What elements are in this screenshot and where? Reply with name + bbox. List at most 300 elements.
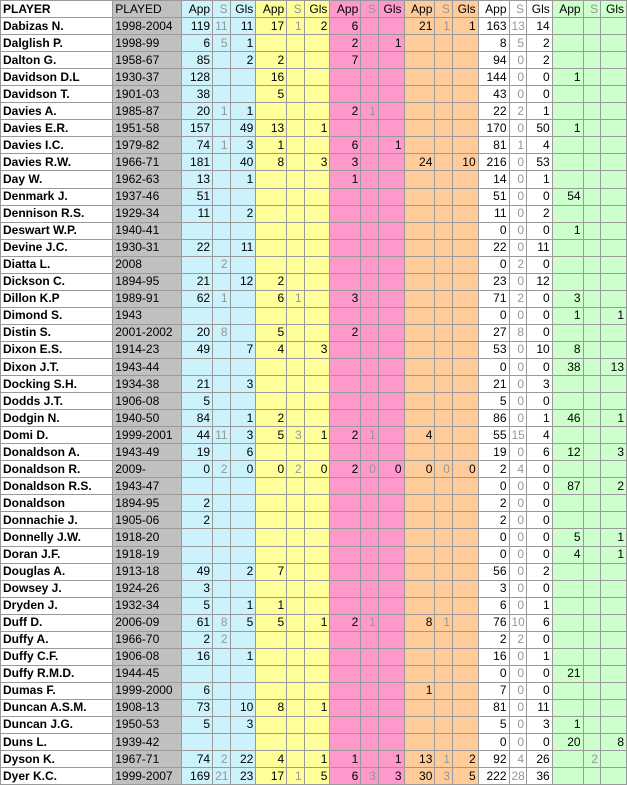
goals-cell [378, 546, 404, 563]
goals-cell [452, 529, 478, 546]
goals-cell [378, 410, 404, 427]
table-row [1, 665, 627, 682]
sub-cell [583, 393, 601, 410]
goals-cell [304, 171, 330, 188]
app-cell [552, 563, 583, 580]
goals-cell: 5 [452, 768, 478, 785]
goals-cell [601, 171, 627, 188]
app-cell [330, 512, 361, 529]
goals-cell [304, 597, 330, 614]
goals-cell: 1 [601, 410, 627, 427]
goals-cell [304, 478, 330, 495]
goals-cell: 1 [601, 529, 627, 546]
sub-cell [361, 273, 379, 290]
app-cell [404, 358, 435, 375]
sub-cell [287, 597, 305, 614]
sub-cell [435, 376, 453, 393]
sub-cell [213, 495, 231, 512]
app-cell: 51 [182, 188, 213, 205]
goals-cell [601, 716, 627, 733]
app-cell [330, 699, 361, 716]
sub-cell: 0 [509, 188, 527, 205]
sub-cell [583, 307, 601, 324]
sub-cell [583, 614, 601, 631]
goals-cell [230, 478, 256, 495]
app-cell: 3 [330, 154, 361, 171]
goals-cell [452, 324, 478, 341]
player-name-cell: Dabizas N. [1, 18, 113, 35]
table-row [1, 358, 627, 375]
app-cell: 44 [182, 427, 213, 444]
sub-cell [435, 273, 453, 290]
app-cell [182, 734, 213, 751]
header-app: App [478, 1, 509, 18]
app-cell [256, 716, 287, 733]
header-goals: Gls [452, 1, 478, 18]
sub-cell [361, 546, 379, 563]
goals-cell [601, 768, 627, 785]
player-name-cell: Dixon J.T. [1, 358, 113, 375]
played-years-cell: 1934-38 [113, 376, 182, 393]
sub-cell: 1 [509, 137, 527, 154]
goals-cell: 0 [527, 682, 553, 699]
app-cell: 27 [478, 324, 509, 341]
goals-cell: 5 [304, 768, 330, 785]
played-years-cell: 2008 [113, 256, 182, 273]
goals-cell [304, 256, 330, 273]
app-cell [330, 393, 361, 410]
app-cell: 21 [182, 376, 213, 393]
sub-cell [361, 256, 379, 273]
app-cell [256, 648, 287, 665]
goals-cell [378, 341, 404, 358]
goals-cell [378, 86, 404, 103]
goals-cell [378, 52, 404, 69]
sub-cell: 4 [509, 751, 527, 768]
table-row [1, 444, 627, 461]
app-cell: 17 [256, 18, 287, 35]
sub-cell [287, 376, 305, 393]
sub-cell [583, 716, 601, 733]
sub-cell [213, 478, 231, 495]
goals-cell: 0 [378, 461, 404, 478]
sub-cell [361, 239, 379, 256]
goals-cell [378, 444, 404, 461]
played-years-cell: 2009- [113, 461, 182, 478]
sub-cell: 0 [361, 461, 379, 478]
table-row [1, 648, 627, 665]
goals-cell [378, 307, 404, 324]
goals-cell [601, 393, 627, 410]
sub-cell [213, 393, 231, 410]
goals-cell: 0 [527, 529, 553, 546]
sub-cell [361, 597, 379, 614]
sub-cell [287, 188, 305, 205]
goals-cell: 4 [527, 427, 553, 444]
app-cell: 0 [478, 307, 509, 324]
app-cell: 19 [182, 444, 213, 461]
goals-cell: 0 [527, 478, 553, 495]
sub-cell [361, 444, 379, 461]
app-cell: 49 [182, 341, 213, 358]
sub-cell [435, 35, 453, 52]
app-cell [552, 239, 583, 256]
goals-cell [378, 478, 404, 495]
table-row [1, 546, 627, 563]
goals-cell [304, 205, 330, 222]
header-played: PLAYED [113, 1, 182, 18]
sub-cell: 1 [213, 103, 231, 120]
goals-cell [304, 35, 330, 52]
goals-cell [230, 580, 256, 597]
goals-cell: 1 [527, 410, 553, 427]
sub-cell [583, 69, 601, 86]
app-cell [330, 205, 361, 222]
sub-cell: 2 [509, 256, 527, 273]
sub-cell: 0 [509, 597, 527, 614]
table-row [1, 716, 627, 733]
sub-cell: 0 [509, 393, 527, 410]
played-years-cell: 1940-41 [113, 222, 182, 239]
table-row [1, 478, 627, 495]
sub-cell [435, 188, 453, 205]
header-app: App [552, 1, 583, 18]
sub-cell: 1 [361, 614, 379, 631]
sub-cell [287, 137, 305, 154]
player-name-cell: Dyson K. [1, 751, 113, 768]
sub-cell [583, 495, 601, 512]
app-cell [256, 307, 287, 324]
app-cell [256, 35, 287, 52]
table-row [1, 682, 627, 699]
app-cell [404, 512, 435, 529]
app-cell: 22 [478, 239, 509, 256]
player-name-cell: Duffy A. [1, 631, 113, 648]
sub-cell [583, 205, 601, 222]
sub-cell [361, 648, 379, 665]
played-years-cell: 1918-20 [113, 529, 182, 546]
app-cell: 4 [404, 427, 435, 444]
sub-cell [361, 665, 379, 682]
app-cell [404, 324, 435, 341]
sub-cell [361, 188, 379, 205]
goals-cell: 3 [230, 427, 256, 444]
app-cell: 0 [478, 256, 509, 273]
goals-cell [304, 290, 330, 307]
goals-cell [601, 103, 627, 120]
sub-cell [213, 563, 231, 580]
app-cell [404, 205, 435, 222]
sub-cell [435, 563, 453, 580]
sub-cell [583, 239, 601, 256]
app-cell: 5 [552, 529, 583, 546]
sub-cell: 1 [287, 768, 305, 785]
goals-cell [378, 18, 404, 35]
app-cell [330, 563, 361, 580]
sub-cell [361, 137, 379, 154]
app-cell [404, 580, 435, 597]
played-years-cell: 2006-09 [113, 614, 182, 631]
sub-cell [287, 495, 305, 512]
app-cell [404, 120, 435, 137]
app-cell [404, 648, 435, 665]
goals-cell [452, 52, 478, 69]
app-cell: 3 [478, 580, 509, 597]
goals-cell [378, 290, 404, 307]
sub-cell [583, 665, 601, 682]
played-years-cell: 1943 [113, 307, 182, 324]
app-cell: 2 [330, 35, 361, 52]
sub-cell [435, 512, 453, 529]
app-cell [256, 529, 287, 546]
app-cell [552, 699, 583, 716]
sub-cell [287, 682, 305, 699]
sub-cell [583, 273, 601, 290]
app-cell: 6 [330, 768, 361, 785]
goals-cell [378, 580, 404, 597]
goals-cell [452, 35, 478, 52]
table-row [1, 205, 627, 222]
app-cell: 21 [182, 273, 213, 290]
app-cell: 5 [478, 716, 509, 733]
app-cell [552, 256, 583, 273]
app-cell: 92 [478, 751, 509, 768]
app-cell [552, 393, 583, 410]
goals-cell: 2 [230, 205, 256, 222]
app-cell [330, 120, 361, 137]
goals-cell: 0 [527, 290, 553, 307]
sub-cell [287, 546, 305, 563]
goals-cell [230, 307, 256, 324]
app-cell: 46 [552, 410, 583, 427]
app-cell: 0 [256, 461, 287, 478]
sub-cell [583, 171, 601, 188]
goals-cell [452, 239, 478, 256]
app-cell [330, 273, 361, 290]
table-row [1, 580, 627, 597]
app-cell: 5 [182, 597, 213, 614]
app-cell [404, 256, 435, 273]
goals-cell [230, 222, 256, 239]
goals-cell [304, 52, 330, 69]
app-cell [552, 205, 583, 222]
player-name-cell: Davidson D.L [1, 69, 113, 86]
app-cell: 2 [330, 461, 361, 478]
played-years-cell: 1950-53 [113, 716, 182, 733]
sub-cell [583, 512, 601, 529]
goals-cell [601, 614, 627, 631]
goals-cell [230, 529, 256, 546]
app-cell [404, 393, 435, 410]
played-years-cell: 1901-03 [113, 86, 182, 103]
player-name-cell: Duff D. [1, 614, 113, 631]
player-name-cell: Dalglish P. [1, 35, 113, 52]
app-cell: 81 [478, 699, 509, 716]
sub-cell [361, 205, 379, 222]
goals-cell [230, 290, 256, 307]
goals-cell [230, 631, 256, 648]
goals-cell [601, 154, 627, 171]
player-name-cell: Donaldson R.S. [1, 478, 113, 495]
goals-cell [230, 324, 256, 341]
sub-cell [287, 324, 305, 341]
goals-cell [378, 69, 404, 86]
app-cell [552, 631, 583, 648]
played-years-cell: 1943-47 [113, 478, 182, 495]
goals-cell: 3 [230, 137, 256, 154]
sub-cell [435, 171, 453, 188]
goals-cell: 3 [230, 716, 256, 733]
goals-cell [230, 86, 256, 103]
app-cell: 54 [552, 188, 583, 205]
player-name-cell: Day W. [1, 171, 113, 188]
app-cell: 6 [478, 597, 509, 614]
sub-cell [435, 120, 453, 137]
sub-cell [583, 478, 601, 495]
played-years-cell: 1905-06 [113, 512, 182, 529]
app-cell: 2 [478, 495, 509, 512]
app-cell: 2 [330, 324, 361, 341]
app-cell [256, 444, 287, 461]
app-cell [182, 256, 213, 273]
goals-cell [601, 35, 627, 52]
goals-cell: 1 [527, 648, 553, 665]
sub-cell [287, 444, 305, 461]
app-cell [330, 307, 361, 324]
app-cell: 85 [182, 52, 213, 69]
played-years-cell: 1924-26 [113, 580, 182, 597]
app-cell [552, 35, 583, 52]
app-cell: 8 [404, 614, 435, 631]
sub-cell [435, 290, 453, 307]
sub-cell [287, 222, 305, 239]
table-row [1, 427, 627, 444]
goals-cell: 1 [601, 307, 627, 324]
goals-cell [452, 597, 478, 614]
sub-cell [361, 120, 379, 137]
sub-cell [583, 597, 601, 614]
sub-cell [583, 341, 601, 358]
sub-cell [213, 734, 231, 751]
app-cell: 4 [552, 546, 583, 563]
goals-cell [452, 512, 478, 529]
played-years-cell: 1951-58 [113, 120, 182, 137]
goals-cell: 0 [527, 222, 553, 239]
sub-cell [361, 682, 379, 699]
app-cell [256, 376, 287, 393]
goals-cell: 11 [527, 239, 553, 256]
goals-cell: 0 [527, 546, 553, 563]
player-name-cell: Diatta L. [1, 256, 113, 273]
app-cell [552, 495, 583, 512]
app-cell [256, 478, 287, 495]
sub-cell [213, 188, 231, 205]
sub-cell: 0 [509, 120, 527, 137]
app-cell: 163 [478, 18, 509, 35]
app-cell: 94 [478, 52, 509, 69]
header-goals: Gls [230, 1, 256, 18]
app-cell: 87 [552, 478, 583, 495]
goals-cell: 0 [527, 307, 553, 324]
app-cell [404, 495, 435, 512]
goals-cell: 3 [601, 444, 627, 461]
app-cell: 0 [404, 461, 435, 478]
app-cell: 0 [478, 546, 509, 563]
goals-cell [601, 461, 627, 478]
app-cell: 84 [182, 410, 213, 427]
goals-cell [601, 512, 627, 529]
sub-cell [435, 546, 453, 563]
player-name-cell: Dodgin N. [1, 410, 113, 427]
app-cell: 22 [182, 239, 213, 256]
app-cell: 20 [552, 734, 583, 751]
goals-cell: 12 [527, 273, 553, 290]
app-cell: 22 [478, 103, 509, 120]
goals-cell [304, 444, 330, 461]
app-cell: 1 [404, 682, 435, 699]
app-cell [330, 376, 361, 393]
goals-cell: 49 [230, 120, 256, 137]
app-cell [404, 35, 435, 52]
app-cell [256, 580, 287, 597]
app-cell [256, 631, 287, 648]
goals-cell [601, 631, 627, 648]
table-row [1, 307, 627, 324]
sub-cell [213, 120, 231, 137]
app-cell [330, 69, 361, 86]
goals-cell: 2 [527, 35, 553, 52]
app-cell [330, 478, 361, 495]
goals-cell: 1 [378, 751, 404, 768]
sub-cell [583, 444, 601, 461]
sub-cell [583, 18, 601, 35]
header-app: App [182, 1, 213, 18]
app-cell [404, 171, 435, 188]
goals-cell: 1 [230, 648, 256, 665]
app-cell [552, 324, 583, 341]
app-cell: 2 [256, 273, 287, 290]
played-years-cell: 1985-87 [113, 103, 182, 120]
sub-cell: 0 [509, 478, 527, 495]
sub-cell: 15 [509, 427, 527, 444]
app-cell [552, 103, 583, 120]
sub-cell [287, 614, 305, 631]
goals-cell [304, 631, 330, 648]
played-years-cell: 1944-45 [113, 665, 182, 682]
goals-cell [304, 393, 330, 410]
table-row [1, 222, 627, 239]
app-cell: 8 [552, 341, 583, 358]
app-cell: 2 [330, 103, 361, 120]
goals-cell [378, 222, 404, 239]
goals-cell [378, 120, 404, 137]
app-cell [404, 188, 435, 205]
sub-cell [287, 529, 305, 546]
goals-cell [304, 376, 330, 393]
goals-cell [378, 256, 404, 273]
app-cell [182, 478, 213, 495]
sub-cell [287, 512, 305, 529]
app-cell: 81 [478, 137, 509, 154]
sub-cell [583, 734, 601, 751]
table-row [1, 273, 627, 290]
goals-cell [601, 188, 627, 205]
goals-cell [304, 512, 330, 529]
goals-cell: 7 [230, 341, 256, 358]
goals-cell: 3 [378, 768, 404, 785]
goals-cell: 1 [378, 137, 404, 154]
player-name-cell: Duncan J.G. [1, 716, 113, 733]
